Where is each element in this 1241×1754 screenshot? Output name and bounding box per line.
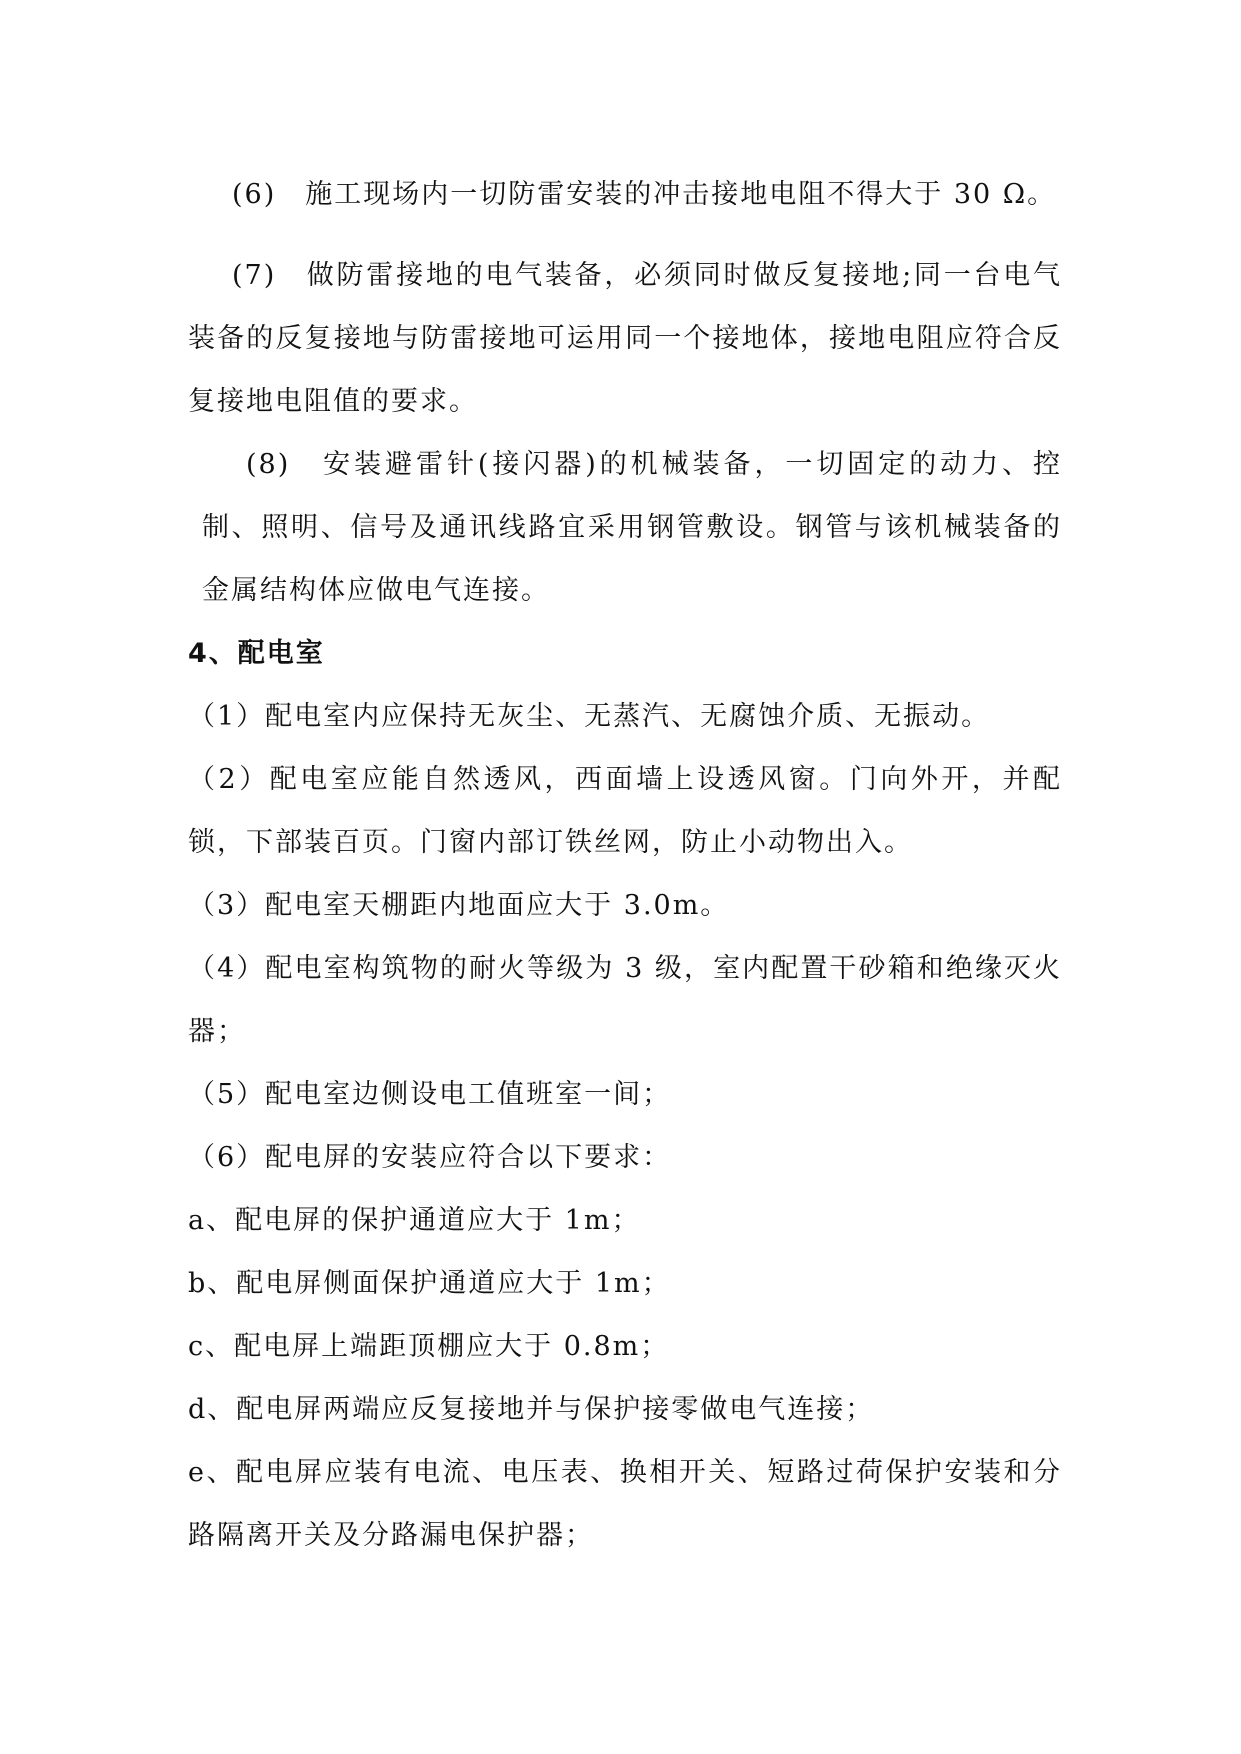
list-item: （5）配电室边侧设电工值班室一间； xyxy=(188,1079,672,1110)
paragraph-lightning-resistance: (6) 施工现场内一切防雷安装的冲击接地电阻不得大于 30 Ω。 xyxy=(232,179,1057,210)
document-body xyxy=(188,163,1062,1567)
list-item: （6）配电屏的安装应符合以下要求： xyxy=(188,1142,672,1173)
list-item: （1）配电室内应保持无灰尘、无蒸汽、无腐蚀介质、无振动。 xyxy=(188,701,991,732)
list-item: （2）配电室应能自然透风，西面墙上设透风窗。门向外开，并配锁，下部装百页。门窗内部订铁丝网，防止小动物出入。 xyxy=(188,764,1062,858)
sub-list-item: e、配电屏应装有电流、电压表、换相开关、短路过荷保护安装和分路隔离开关及分路漏电保护器； xyxy=(188,1457,1062,1551)
sub-list-item: a、配电屏的保护通道应大于 1m； xyxy=(188,1205,641,1236)
sub-list-item: d、配电屏两端应反复接地并与保护接零做电气连接； xyxy=(188,1394,875,1425)
list-item: （3）配电室天棚距内地面应大于 3.0m。 xyxy=(188,890,730,921)
list-item: （4）配电室构筑物的耐火等级为 3 级，室内配置干砂箱和绝缘灭火器； xyxy=(188,953,1062,1047)
sub-list-item: b、配电屏侧面保护通道应大于 1m； xyxy=(188,1268,671,1299)
paragraph-lightning-rod-machinery: (8) 安装避雷针(接闪器)的机械装备，一切固定的动力、控制、照明、信号及通讯线路宜采用钢管敷设。钢管与该机械装备的金属结构体应做电气连接。 xyxy=(202,449,1062,606)
paragraph-repeated-grounding: (7) 做防雷接地的电气装备，必须同时做反复接地;同一台电气装备的反复接地与防雷接地可运用同一个接地体，接地电阻应符合反复接地电阻值的要求。 xyxy=(188,260,1062,417)
section-heading: 4、配电室 xyxy=(188,638,325,669)
sub-list-item: c、配电屏上端距顶棚应大于 0.8m； xyxy=(188,1331,670,1362)
